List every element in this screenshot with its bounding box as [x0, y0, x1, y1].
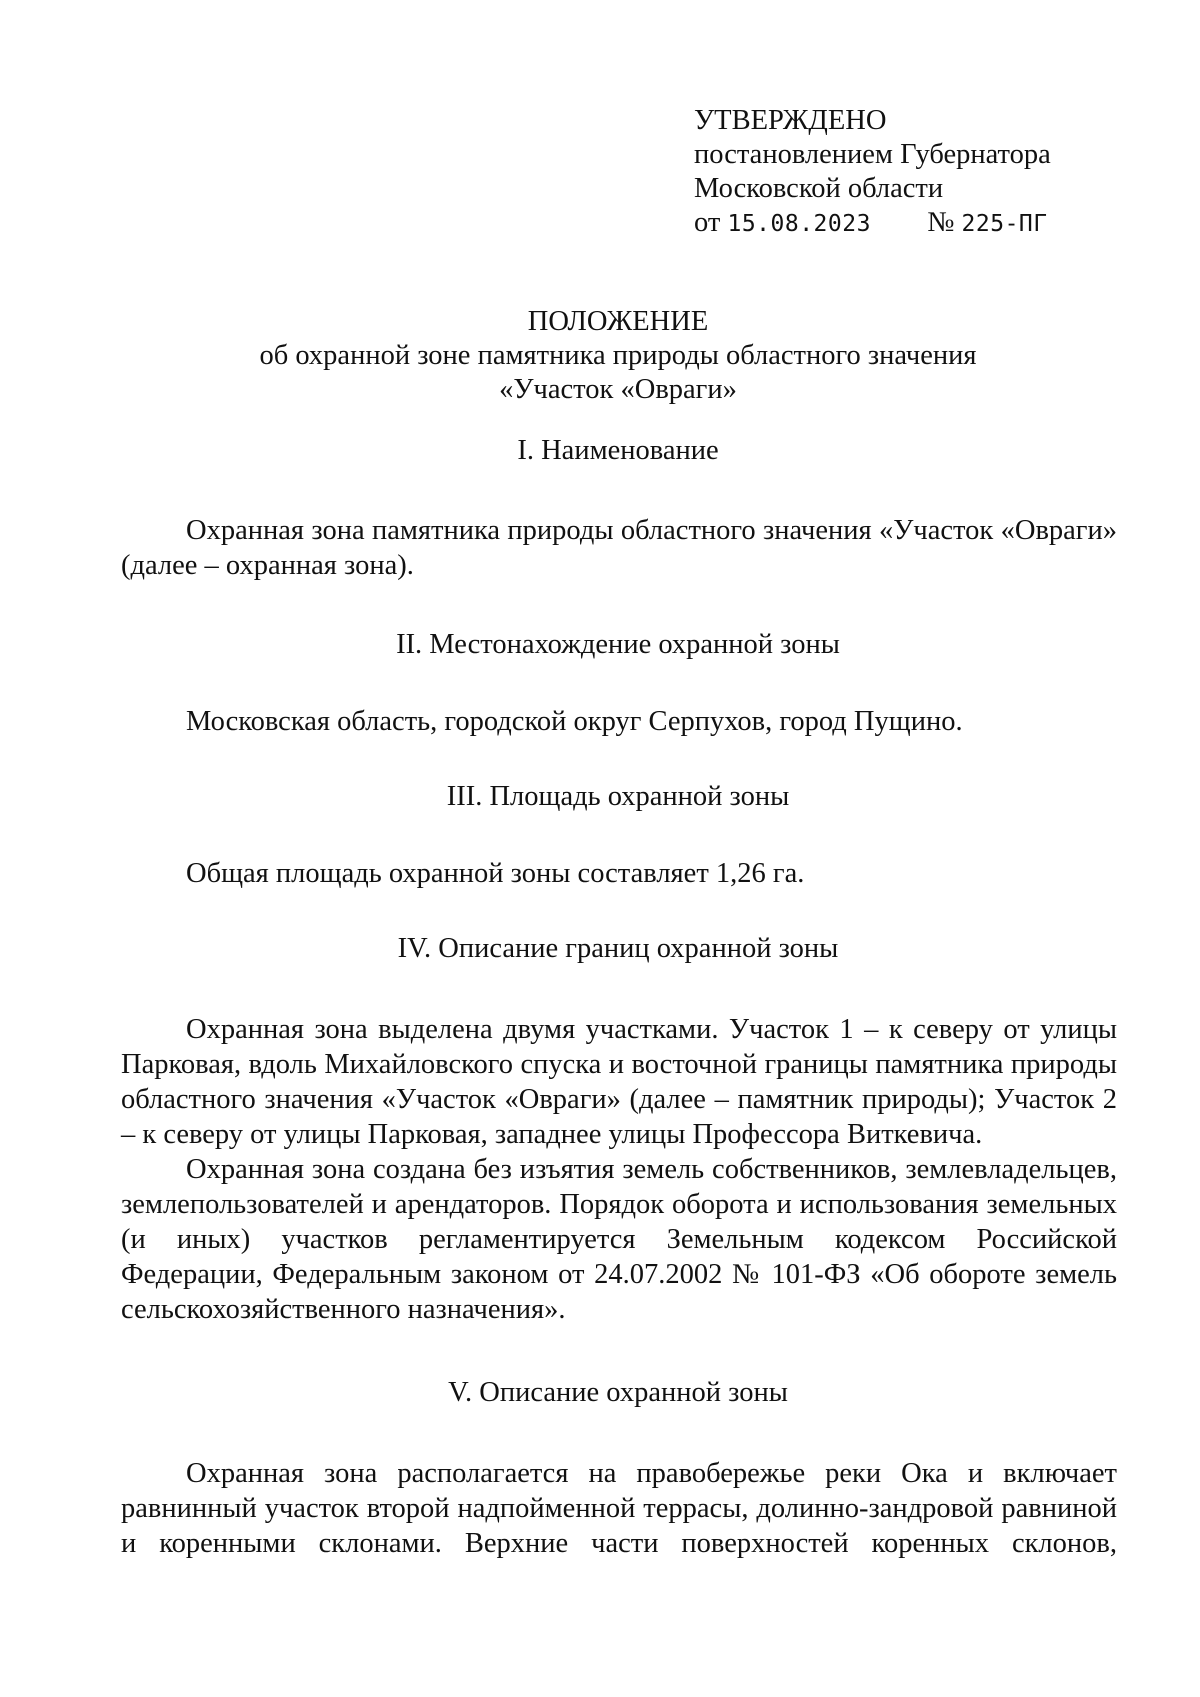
approval-stamp	[694, 104, 1114, 241]
approval-date-prefix: от	[694, 207, 721, 238]
section-4-paragraph-1: Охранная зона выделена двумя участками. Участок 1 – к северу от улицы Парковая, вдоль Михайловского спуска и восточной границы памятника природы областного значения «Участок «Овраги» (далее – памятник природы); Участок 2 – к северу от улицы Парковая, западнее улицы Профессора Виткевича.	[121, 1014, 1117, 1150]
section-4-paragraph-2: Охранная зона создана без изъятия земель собственников, землевладельцев, землепользователей и арендаторов. Порядок оборота и использования земельных (и иных) участков регламентируется Земельным кодексом Российской Федерации, Федеральным законом от 24.07.2002 № 101-ФЗ «Об обороте земель сельскохозяйственного назначения».	[121, 1154, 1117, 1325]
document-title	[120, 305, 1116, 407]
title-line-2: «Участок «Овраги»	[499, 374, 737, 405]
section-3-heading: III. Площадь охранной зоны	[446, 781, 790, 812]
title-line-1: об охранной зоне памятника природы областного значения	[259, 340, 977, 371]
section-2-heading: II. Местонахождение охранной зоны	[396, 629, 840, 660]
section-4-heading: IV. Описание границ охранной зоны	[397, 933, 839, 964]
section-1-text: Охранная зона памятника природы областного значения «Участок «Овраги» (далее – охранная зона).	[121, 515, 1117, 581]
approval-label: УТВЕРЖДЕНО	[694, 105, 887, 136]
approval-date-line	[694, 206, 1114, 241]
approval-number-sign: №	[927, 207, 955, 238]
approval-line-2: Московской области	[694, 173, 944, 204]
title-word: ПОЛОЖЕНИЕ	[527, 306, 709, 337]
section-1-heading: I. Наименование	[517, 435, 719, 466]
section-2-text: Московская область, городской округ Серпухов, город Пущино.	[186, 706, 963, 737]
approval-line-1: постановлением Губернатора	[694, 139, 1051, 170]
section-5-paragraph-1: Охранная зона располагается на правобережье реки Ока и включает равнинный участок второй надпойменной террасы, долинно-зандровой равниной и коренными склонами. Верхние части поверхностей коренных склонов,	[121, 1458, 1117, 1559]
approval-date: 15.08.2023	[727, 211, 871, 237]
section-5-heading: V. Описание охранной зоны	[448, 1377, 788, 1408]
section-3-text: Общая площадь охранной зоны составляет 1,26 га.	[186, 858, 805, 889]
approval-number: 225-ПГ	[961, 211, 1048, 237]
